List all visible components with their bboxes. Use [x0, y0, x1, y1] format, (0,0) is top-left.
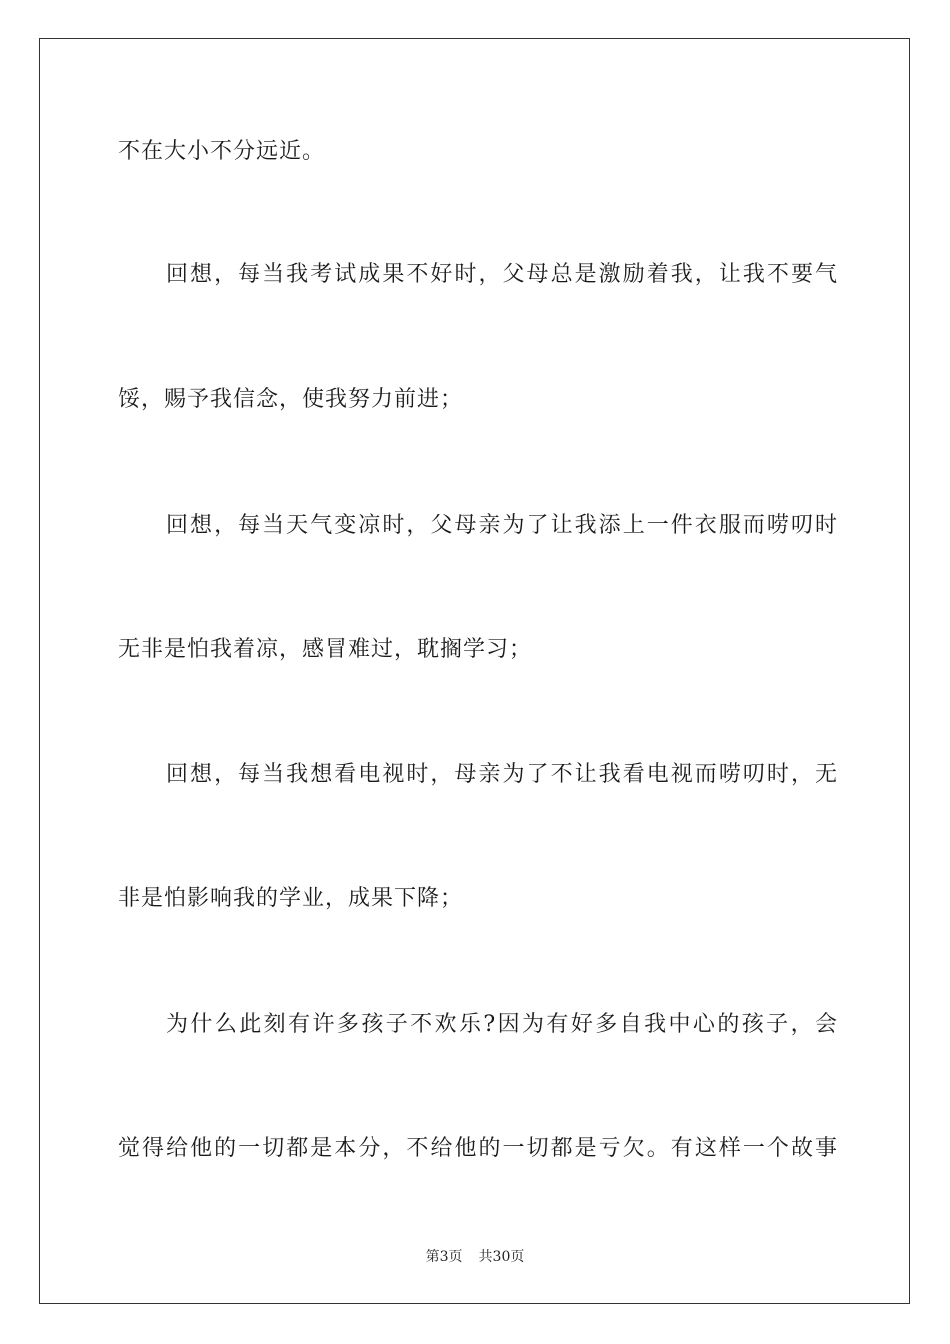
text-line-8: 为什么此刻有许多孩子不欢乐?因为有好多自我中心的孩子，会: [166, 1012, 838, 1037]
text-line-1: 不在大小不分远近。: [118, 139, 326, 164]
text-line-3: 馁，赐予我信念，使我努力前进；: [118, 387, 464, 412]
text-line-9: 觉得给他的一切都是本分，不给他的一切都是亏欠。有这样一个故事: [118, 1136, 838, 1161]
text-line-4: 回想，每当天气变凉时，父母亲为了让我添上一件衣服而唠叨时: [166, 513, 838, 538]
text-line-6: 回想，每当我想看电视时，母亲为了不让我看电视而唠叨时，无: [166, 762, 838, 787]
page-footer: [0, 1247, 950, 1267]
text-line-2: 回想，每当我考试成果不好时，父母总是激励着我，让我不要气: [166, 262, 838, 287]
page-total: 共30页: [478, 1249, 525, 1265]
text-line-7: 非是怕影响我的学业，成果下降；: [118, 886, 464, 911]
page-number: 第3页: [425, 1249, 463, 1265]
text-line-5: 无非是怕我着凉，感冒难过，耽搁学习；: [118, 637, 533, 662]
page-border: [39, 38, 910, 1304]
